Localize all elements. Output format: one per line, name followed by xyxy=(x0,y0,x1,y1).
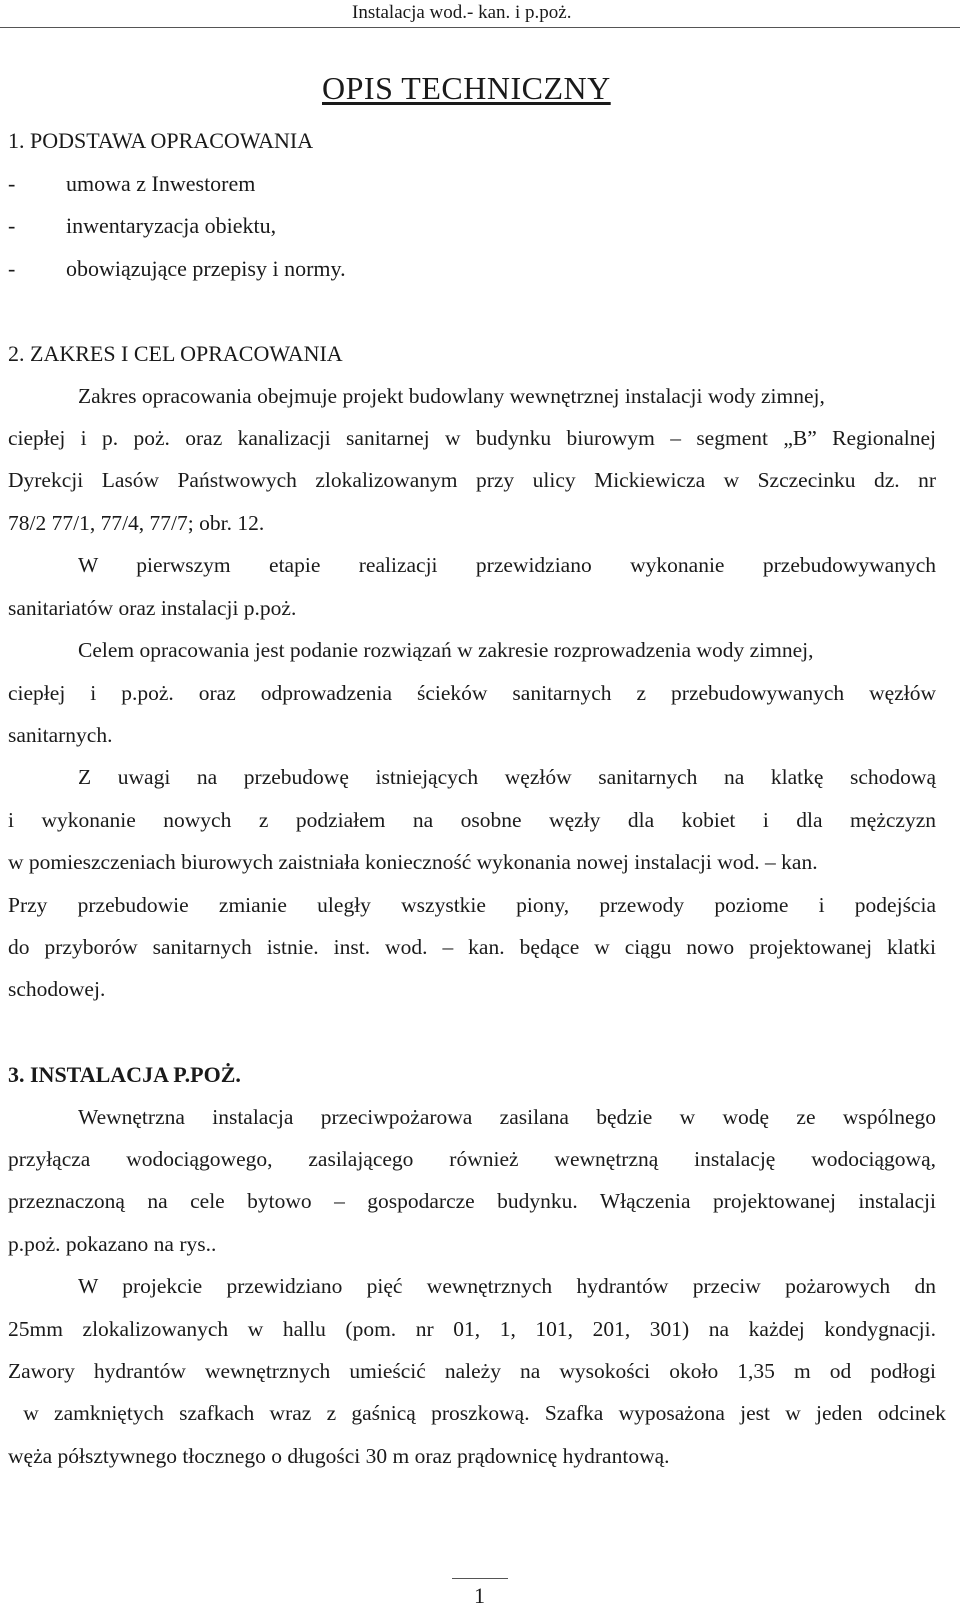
section-3-heading: 3. INSTALACJA P.POŻ. xyxy=(8,1062,241,1087)
paragraph-line: Przy przebudowie zmianie uległy wszystkie piony, przewody poziome i podejścia xyxy=(8,893,936,917)
paragraph-line: przeznaczoną na cele bytowo – gospodarcze budynku. Włączenia projektowanej instalacji xyxy=(8,1189,936,1213)
header-rule xyxy=(0,27,960,28)
paragraph-line: Z uwagi na przebudowę istniejących węzłów sanitarnych na klatkę schodową xyxy=(78,765,936,789)
paragraph-line: sanitarnych. xyxy=(8,723,113,747)
paragraph-line: węża półsztywnego tłocznego o długości 30 m oraz prądownicę hydrantową. xyxy=(8,1444,670,1468)
paragraph-line: do przyborów sanitarnych istnie. inst. wod. – kan. będące w ciągu nowo projektowanej klatki xyxy=(8,935,936,959)
paragraph-line: 78/2 77/1, 77/4, 77/7; obr. 12. xyxy=(8,511,265,535)
paragraph-line: przyłącza wodociągowego, zasilającego również wewnętrzną instalację wodociągową, xyxy=(8,1147,936,1171)
paragraph-line: 25mm zlokalizowanych w hallu (pom. nr 01, 1, 101, 201, 301) na każdej kondygnacji. xyxy=(8,1317,936,1341)
section-1-heading: 1. PODSTAWA OPRACOWANIA xyxy=(8,128,314,153)
list-dash: - xyxy=(8,213,16,238)
paragraph-line: Dyrekcji Lasów Państwowych zlokalizowanym przy ulicy Mickiewicza w Szczecinku dz. nr xyxy=(8,468,936,492)
paragraph-line: p.poż. pokazano na rys.. xyxy=(8,1232,217,1256)
paragraph-line: Wewnętrzna instalacja przeciwpożarowa zasilana będzie w wodę ze wspólnego xyxy=(78,1105,936,1129)
paragraph-line: ciepłej i p.poż. oraz odprowadzenia ścieków sanitarnych z przebudowywanych węzłów xyxy=(8,681,936,705)
page-number: 1 xyxy=(474,1583,485,1608)
section-2-heading: 2. ZAKRES I CEL OPRACOWANIA xyxy=(8,341,343,366)
paragraph-line: W projekcie przewidziano pięć wewnętrznych hydrantów przeciw pożarowych dn xyxy=(78,1274,936,1298)
running-header: Instalacja wod.- kan. i p.poż. xyxy=(352,2,572,23)
list-dash: - xyxy=(8,256,16,281)
paragraph-line: schodowej. xyxy=(8,977,106,1001)
list-item: umowa z Inwestorem xyxy=(66,171,256,196)
paragraph-line: Zakres opracowania obejmuje projekt budowlany wewnętrznej instalacji wody zimnej, xyxy=(78,384,825,408)
list-item: obowiązujące przepisy i normy. xyxy=(66,256,346,281)
paragraph-line: w pomieszczeniach biurowych zaistniała konieczność wykonania nowej instalacji wod. – kan. xyxy=(8,850,818,874)
paragraph-line: Zawory hydrantów wewnętrznych umieścić należy na wysokości około 1,35 m od podłogi xyxy=(8,1359,936,1383)
paragraph-line: sanitariatów oraz instalacji p.poż. xyxy=(8,596,297,620)
paragraph-line: i wykonanie nowych z podziałem na osobne węzły dla kobiet i dla mężczyzn xyxy=(8,808,936,832)
footer-rule xyxy=(452,1578,508,1579)
list-item: inwentaryzacja obiektu, xyxy=(66,213,277,238)
paragraph-line: w zamkniętych szafkach wraz z gaśnicą proszkową. Szafka wyposażona jest w jeden odcinek xyxy=(8,1401,946,1425)
document-title: OPIS TECHNICZNY xyxy=(322,70,611,106)
paragraph-line: Celem opracowania jest podanie rozwiązań w zakresie rozprowadzenia wody zimnej, xyxy=(78,638,814,662)
paragraph-line: W pierwszym etapie realizacji przewidziano wykonanie przebudowywanych xyxy=(78,553,936,577)
paragraph-line: ciepłej i p. poż. oraz kanalizacji sanitarnej w budynku biurowym – segment „B” Regionalnej xyxy=(8,426,936,450)
list-dash: - xyxy=(8,171,16,196)
